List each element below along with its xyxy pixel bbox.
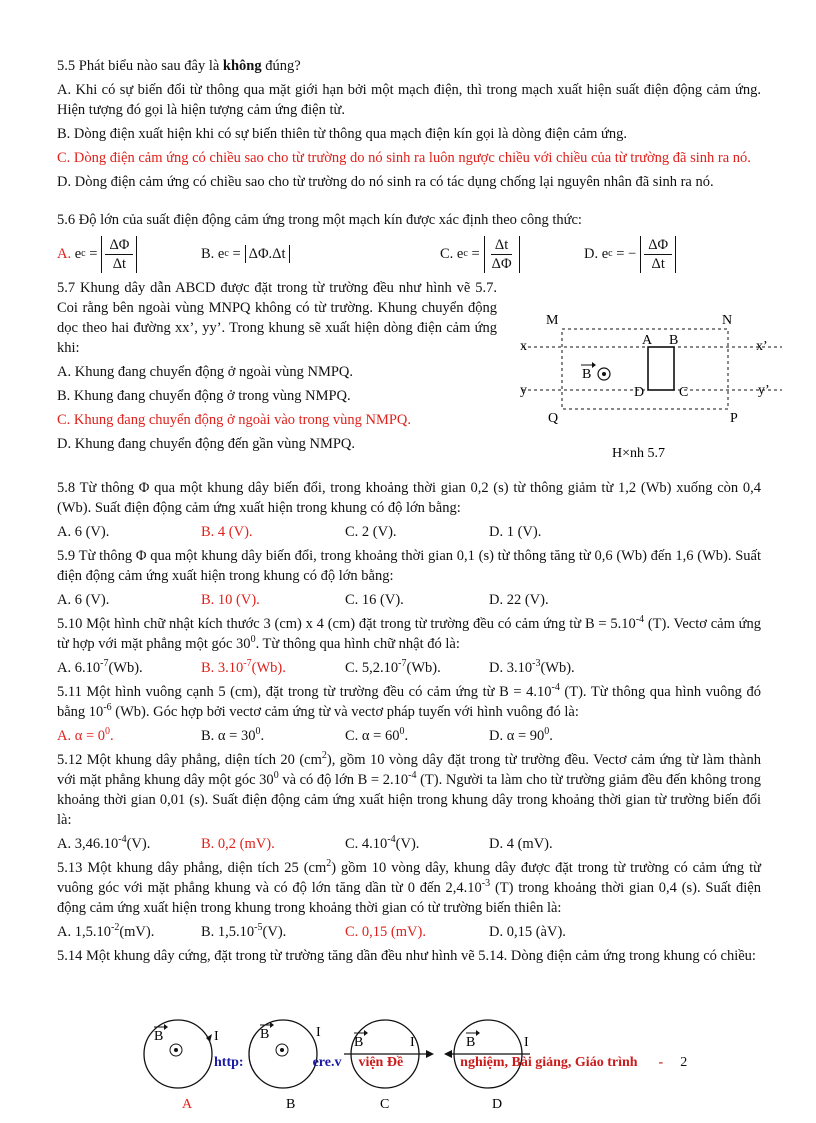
question-stem: 5.9 Từ thông Φ qua một khung dây biến đổi, trong khoảng thời gian 0,1 (s) từ thông tăng từ 0,6 (Wb) đến 1,6 (Wb). Suất điện động cảm ứng xuất hiện trong khung có độ lớn bằng: (57, 548, 761, 584)
b-label: B (260, 1027, 270, 1042)
answer-d: D. 4 (mV). (489, 836, 553, 852)
answer-a: A. 6 (V). (57, 524, 110, 540)
answer-c-correct: C. Khung đang chuyển động ở ngoài vào trong vùng NMPQ. (57, 412, 412, 428)
label-a: A (642, 333, 653, 348)
answer-d: D. 0,15 (àV). (489, 924, 566, 940)
question-stem: 5.5 Phát biểu nào sau đây là không đúng? (57, 58, 301, 74)
answer-a: A. Khi có sự biến đổi từ thông qua mặt giới hạn bởi một mạch điện, thì trong mạch xuất hiện suất điện động cảm ứng. Hiện tượng đó gọi là hiện tượng cảm ứng điện từ. (57, 82, 761, 118)
answers-row (57, 590, 761, 610)
formula-c: C. e c = $\frac{\Delta t}{\Delta\Phi}$ (440, 232, 520, 276)
current-label: I (524, 1035, 529, 1050)
answer-b-correct: B. 4 (V). (201, 524, 253, 540)
label-b: B (669, 333, 679, 348)
answer-b: B. $1,5.10^{-5}(V)$. (201, 922, 287, 940)
answer-d: D. 22 (V). (489, 592, 549, 608)
question-stem: 5.8 Từ thông Φ qua một khung dây biến đổi, trong khoảng thời gian 0,2 (s) từ thông giảm từ 1,2 (Wb) xuống còn 0,4 (Wb). Suất điện động cảm ứng xuất hiện trong khung có độ lớn bằng: (57, 480, 761, 516)
option-a-diagram (144, 1020, 219, 1112)
question-5-12 (57, 750, 761, 854)
label-p: P (730, 411, 738, 426)
vector-arrowhead (592, 362, 596, 368)
frame-abcd (648, 347, 674, 390)
answer-b-correct: B. 0,2 (mV). (201, 836, 275, 852)
formula-d: D. e c = − $\frac{\Delta\Phi}{\Delta t}$ (584, 232, 676, 276)
label-x: x (520, 339, 527, 354)
answer-c: C. $5,2.10^{-7}(Wb)$. (345, 658, 441, 676)
option-label: B (286, 1097, 296, 1112)
option-label: A (182, 1097, 193, 1112)
question-stem: 5.11 Một hình vuông cạnh 5 (cm), đặt trong từ trường đều có cảm ứng từ $B = 4.10^{-4}$ (T). Từ thông qua hình vuông đó bằng $10^{-6}$ (Wb). Góc hợp bởi vectơ cảm ứng từ và vectơ pháp tuyến với hình vuông đó là: (57, 682, 761, 720)
question-5-13 (57, 858, 761, 942)
label-bvec: B (582, 367, 592, 382)
answer-c: C. $4.10^{-4}(V)$. (345, 834, 420, 852)
question-5-9 (57, 546, 761, 610)
answer-d: D. $\alpha = 90^0$. (489, 726, 553, 744)
question-stem: 5.10 Một hình chữ nhật kích thước 3 (cm) x 4 (cm) đặt trong từ trường đều có cảm ứng từ $B = 5.10^{-4}$ (T). Vectơ cảm ứng từ hợp với mặt phẳng một góc $30^0$. Từ thông qua hình chữ nhật đó là: (57, 614, 761, 652)
answer-b: B. Dòng điện xuất hiện khi có sự biến thiên từ thông qua mạch điện kín gọi là dòng điện cảm ứng. (57, 126, 628, 142)
question-5-5 (57, 56, 761, 192)
label-m: M (546, 313, 559, 328)
question-stem: 5.6 Độ lớn của suất điện động cảm ứng trong một mạch kín được xác định theo công thức: (57, 212, 582, 228)
label-d: D (634, 385, 645, 400)
b-label: B (466, 1035, 476, 1050)
label-y: y (520, 383, 527, 398)
question-5-8 (57, 478, 761, 542)
formula-a: A. e c = $\frac{\Delta\Phi}{\Delta t}$ (57, 232, 137, 276)
answer-a: A. Khung đang chuyển động ở ngoài vùng NMPQ. (57, 364, 354, 380)
figure-5-7 (522, 312, 782, 460)
answers-row (57, 658, 761, 678)
answer-c-correct: C. 0,15 (mV). (345, 924, 426, 940)
answer-a-correct: A. $\alpha = 0^0$. (57, 726, 114, 744)
formula-options (57, 232, 761, 278)
formula-b: B. e c = ΔΦ.Δt (201, 232, 290, 276)
answers-row (57, 922, 761, 942)
answer-b-correct: B. 10 (V). (201, 592, 260, 608)
option-label: D (492, 1097, 503, 1112)
fraction: $\frac{\Delta t}{\Delta\Phi}$ (484, 236, 520, 273)
question-5-6 (57, 210, 761, 278)
answer-b: B. $\alpha = 30^0$. (201, 726, 265, 744)
answer-c: C. 2 (V). (345, 524, 397, 540)
option-label: C (380, 1097, 390, 1112)
question-stem: 5.12 Một khung dây phẳng, diện tích 20 $(cm^2)$, gồm 10 vòng dây đặt trong từ trường đều. Vectơ cảm ứng từ làm thành với mặt phẳng khung dây một góc $30^0$ và có độ lớn $B = 2.10^{-4}$ (T). Người ta làm cho từ trường giảm đều đến không trong khoảng thời gian 0,01 (s). Suất điện động cảm ứng xuất hiện trong khung dây trong khoảng thời gian từ trường biến đổi là: (57, 750, 762, 828)
answer-a: A. $3,46.10^{-4}(V)$. (57, 834, 151, 852)
current-label: I (410, 1035, 415, 1050)
answer-d: D. Khung đang chuyển động đến gần vùng NMPQ. (57, 436, 356, 452)
answers-row (57, 834, 761, 854)
question-stem: 5.7 Khung dây dẫn ABCD được đặt trong từ trường đều như hình vẽ 5.7. Coi rằng bên ngoài vùng MNPQ không có từ trường. Khung chuyển động dọc theo hai đường xx’, yy’. Trong khung sẽ xuất hiện dòng điện cảm ứng khi: (57, 280, 497, 356)
answer-a: A. $6.10^{-7}(Wb)$. (57, 658, 143, 676)
page-content (57, 56, 770, 966)
label-x2: x’ (756, 339, 768, 354)
answer-c-correct: C. Dòng điện cảm ứng có chiều sao cho từ trường do nó sinh ra luôn ngược chiều với chiều của từ trường đã sinh ra nó. (57, 150, 751, 166)
answer-a: A. 6 (V). (57, 592, 110, 608)
label-q: Q (548, 411, 559, 426)
answers-row (57, 726, 761, 746)
current-label: I (214, 1029, 219, 1044)
label-n: N (722, 313, 733, 328)
answer-b-correct: B. $3.10^{-7}(Wb)$. (201, 658, 286, 676)
label-c: C (679, 385, 689, 400)
page-footer: http: ere.v viện Đề nghiệm, Bài giảng, Giáo trình - 2 (214, 1055, 688, 1070)
question-5-7 (57, 278, 770, 461)
page-number: 2 (680, 1055, 688, 1070)
b-label: B (154, 1029, 164, 1044)
answer-b: B. Khung đang chuyển động ở trong vùng NMPQ. (57, 388, 351, 404)
b-label: B (354, 1035, 364, 1050)
answer-d: D. Dòng điện cảm ứng có chiều sao cho từ trường do nó sinh ra có tác dụng chống lại nguyên nhân đã sinh ra nó. (57, 174, 714, 190)
question-5-10 (57, 614, 761, 678)
question-5-11 (57, 682, 761, 746)
answer-a: A. $1,5.10^{-2}(mV)$. (57, 922, 155, 940)
current-label: I (316, 1025, 321, 1040)
footer-link[interactable]: http: (214, 1055, 244, 1070)
fraction: $\frac{\Delta\Phi}{\Delta t}$ (101, 236, 137, 273)
question-stem: 5.14 Một khung dây cứng, đặt trong từ trường tăng dần đều như hình vẽ 5.14. Dòng điện cảm ứng trong khung có chiều: (57, 948, 756, 964)
answer-c: C. $\alpha = 60^0$. (345, 726, 409, 744)
label-y2: y’ (758, 383, 770, 398)
answers-row (57, 522, 761, 542)
question-stem: 5.13 Một khung dây phẳng, diện tích 25 $(cm^2)$ gồm 10 vòng dây, khung dây được đặt trong từ trường có cảm ứng từ vuông góc với mặt phẳng khung và có độ lớn tăng dần từ 0 đến $2,4.10^{-3}$ (T) trong khoảng thời gian 0,4 (s). Suất điện động cảm ứng xuất hiện trong khung trong khoảng thời gian có từ trường biến thiên là: (57, 858, 761, 916)
figure-caption: H×nh 5.7 (612, 446, 666, 461)
answer-d: D. 1 (V). (489, 524, 542, 540)
fraction: $\frac{\Delta\Phi}{\Delta t}$ (640, 236, 676, 273)
answer-d: D. $3.10^{-3}(Wb)$. (489, 658, 575, 676)
question-5-14 (57, 946, 761, 966)
answer-c: C. 16 (V). (345, 592, 404, 608)
